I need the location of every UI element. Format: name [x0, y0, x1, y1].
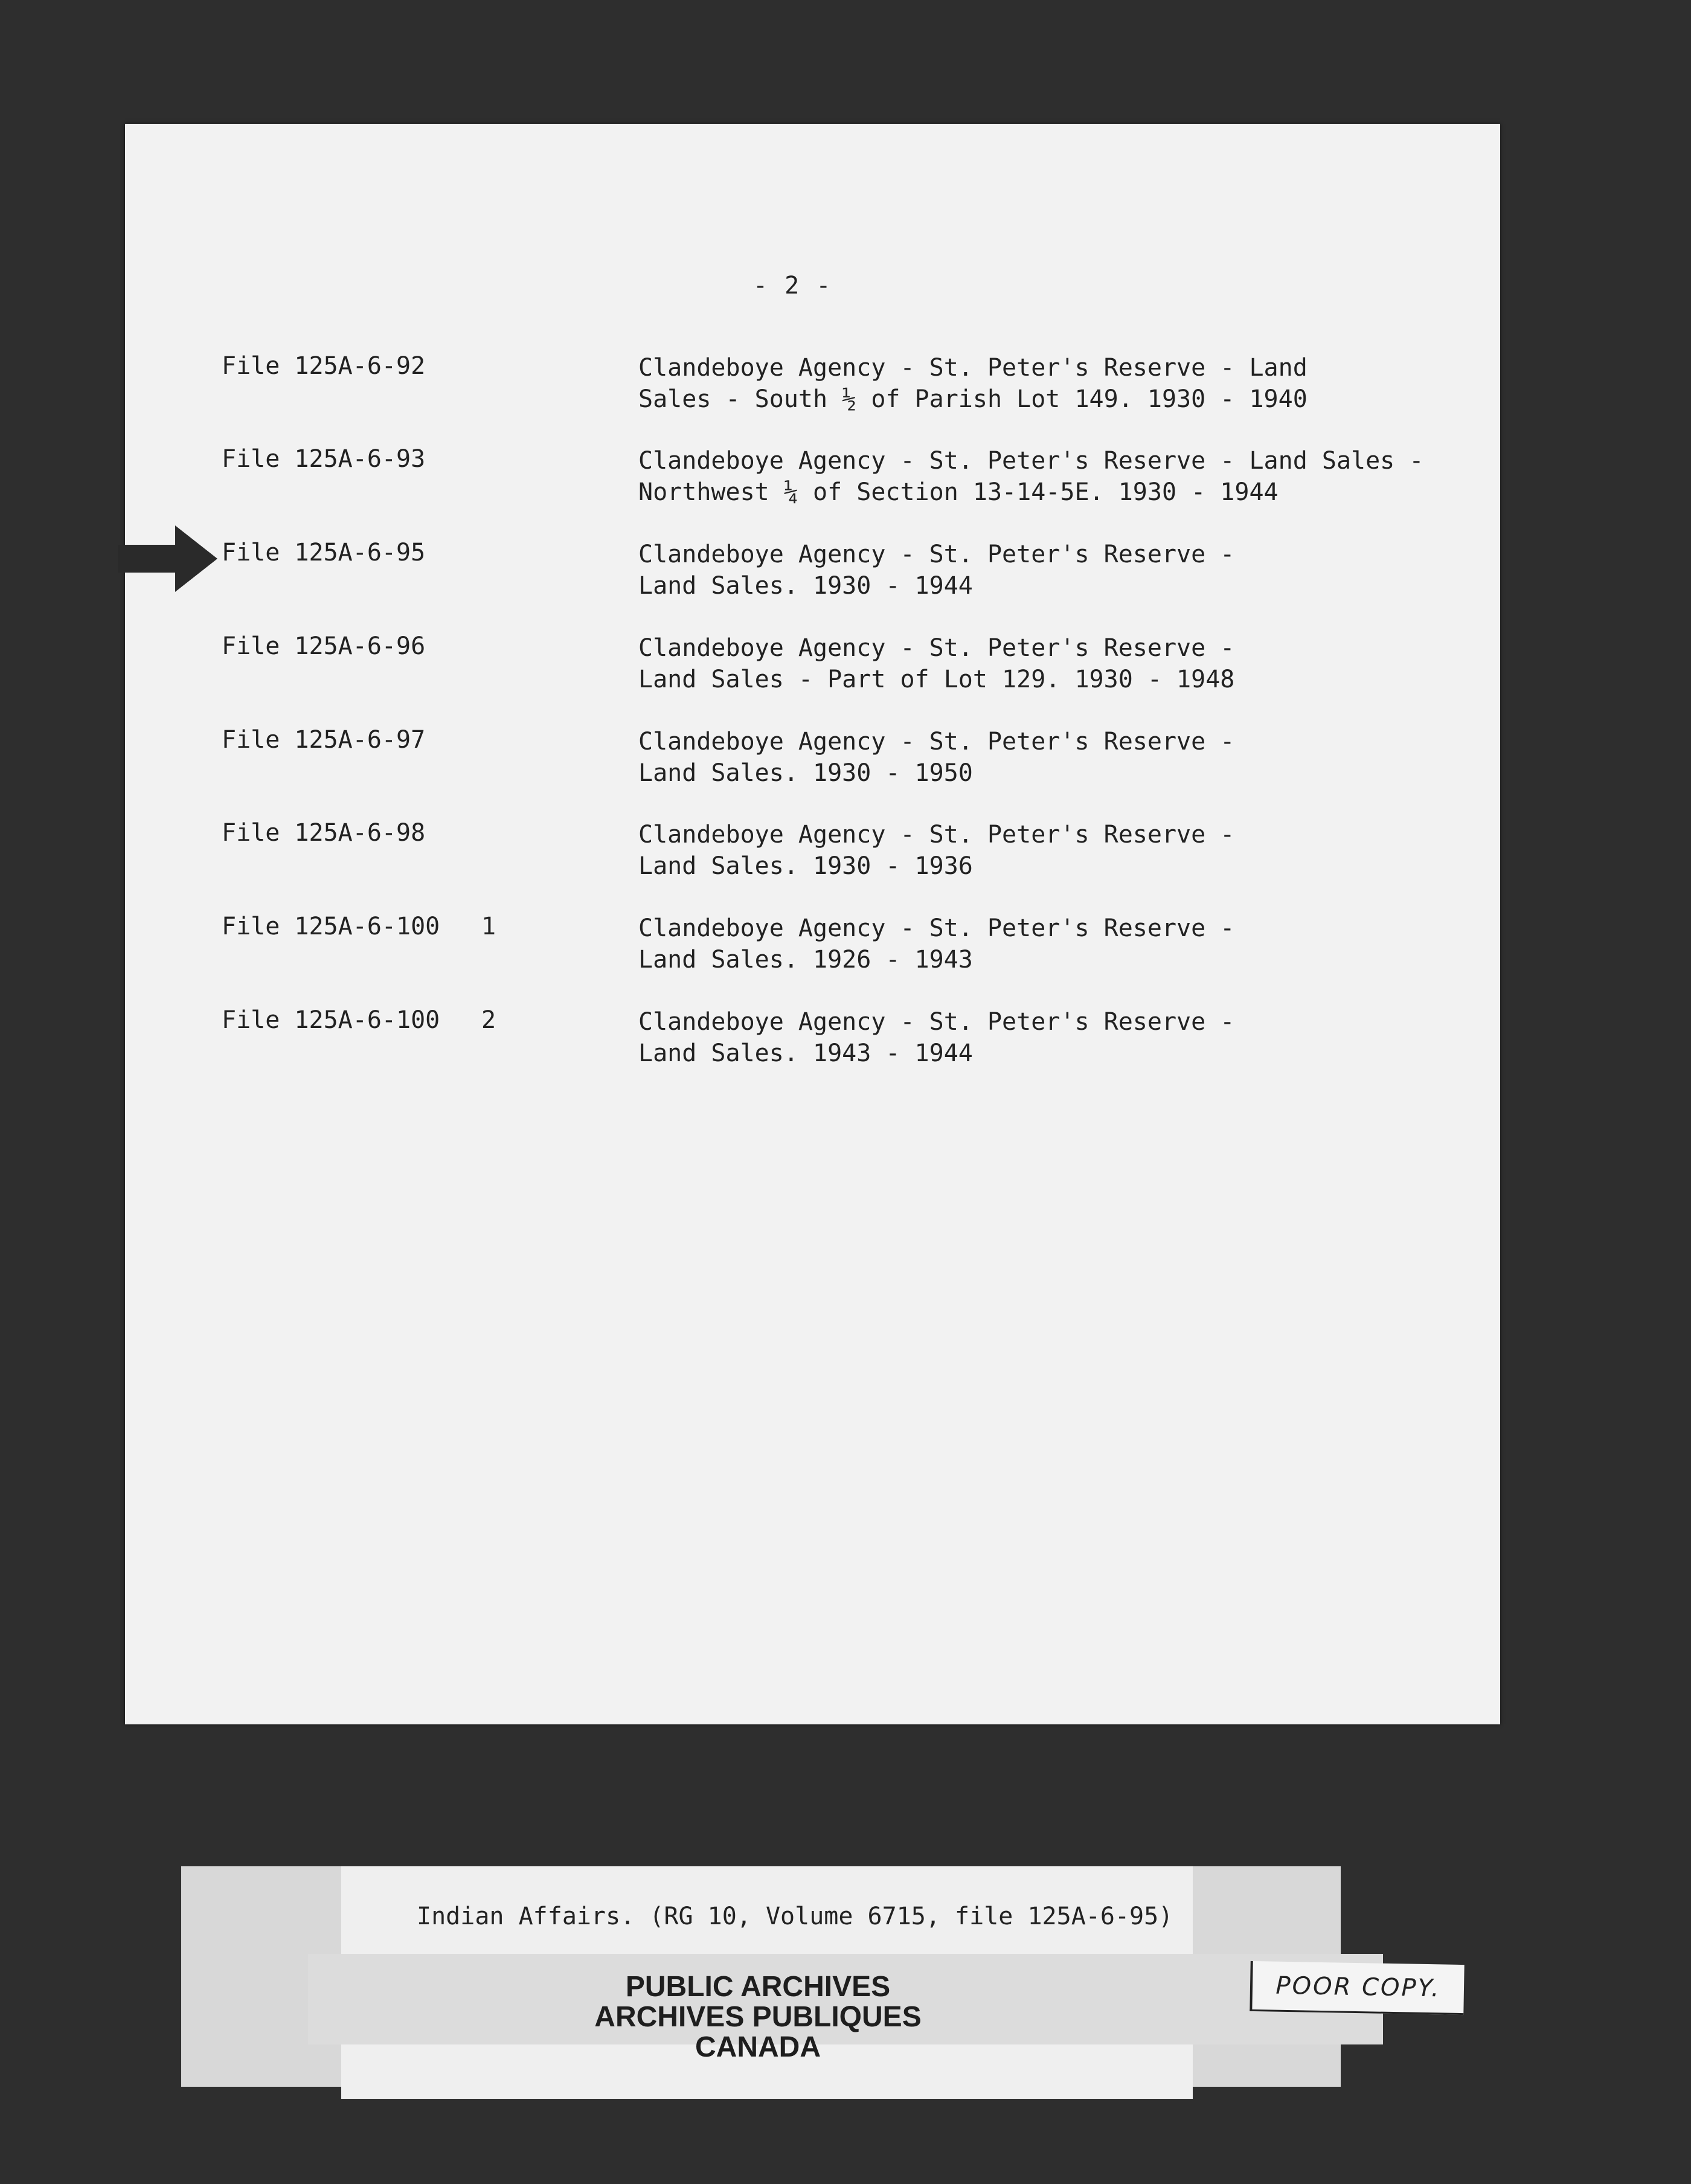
poor-copy-note: POOR COPY. — [1250, 1961, 1464, 2015]
file-description: Clandeboye Agency - St. Peter's Reserve - Land Sales. 1930 - 1950 — [638, 728, 1235, 787]
archives-stamp — [547, 1972, 969, 2063]
page-number: - 2 - — [753, 272, 832, 300]
file-description: Clandeboye Agency - St. Peter's Reserve - Land Sales - South ½ of Parish Lot 149. 1930 - 1940 — [638, 354, 1308, 413]
archive-label — [181, 1866, 1522, 2132]
file-number: File 125A-6-100 — [222, 1006, 440, 1034]
file-number: File 125A-6-92 — [222, 352, 426, 380]
file-number: File 125A-6-100 — [222, 913, 440, 940]
stamp-line: ARCHIVES PUBLIQUES — [594, 2001, 922, 2033]
file-number: File 125A-6-96 — [222, 632, 426, 660]
file-number: File 125A-6-93 — [222, 445, 426, 473]
volume-number: 1 — [481, 913, 496, 940]
file-description: Clandeboye Agency - St. Peter's Reserve - Land Sales. 1930 - 1944 — [638, 541, 1235, 600]
file-number: File 125A-6-98 — [222, 819, 426, 847]
file-number: File 125A-6-97 — [222, 726, 426, 754]
file-description: Clandeboye Agency - St. Peter's Reserve - Land Sales. 1926 - 1943 — [638, 914, 1235, 974]
file-description: Clandeboye Agency - St. Peter's Reserve - Land Sales. 1943 - 1944 — [638, 1008, 1235, 1067]
volume-number: 2 — [481, 1006, 496, 1034]
file-number: File 125A-6-95 — [222, 539, 426, 567]
stamp-line: CANADA — [695, 2031, 821, 2063]
stamp-line: PUBLIC ARCHIVES — [625, 1971, 891, 2003]
file-description: Clandeboye Agency - St. Peter's Reserve - Land Sales - Part of Lot 129. 1930 - 1948 — [638, 634, 1235, 693]
arrow-pointer-icon — [118, 525, 220, 592]
document-page — [125, 124, 1500, 1724]
file-description: Clandeboye Agency - St. Peter's Reserve - Land Sales. 1930 - 1936 — [638, 821, 1235, 880]
citation-text: Indian Affairs. (RG 10, Volume 6715, file 125A-6-95) — [417, 1903, 1173, 1930]
file-description: Clandeboye Agency - St. Peter's Reserve - Land Sales - Northwest ¼ of Section 13-14-5E. 1930 - 1944 — [638, 447, 1424, 506]
